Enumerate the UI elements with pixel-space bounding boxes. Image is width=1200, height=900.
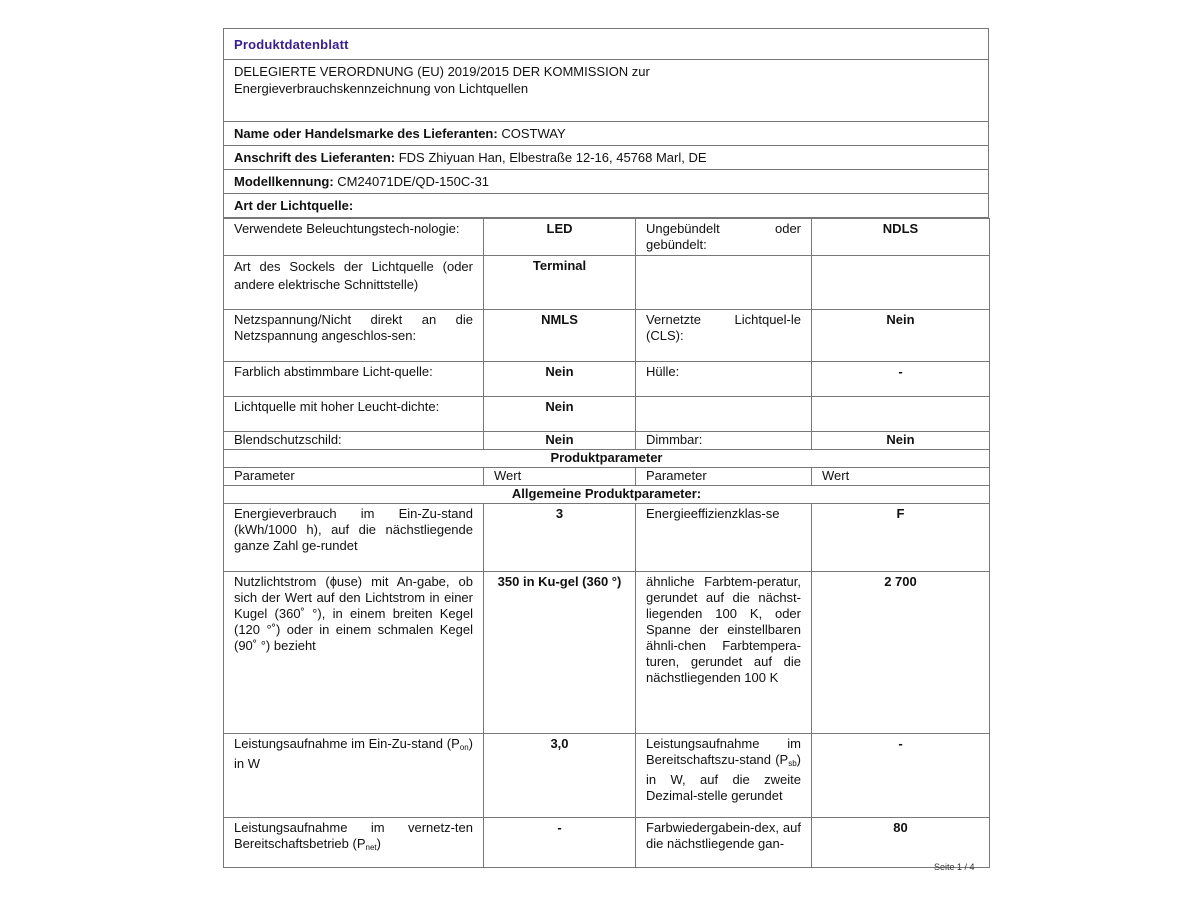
- table-row: [224, 256, 990, 310]
- param-value: NMLS: [484, 310, 636, 362]
- param-label: Verwendete Beleuchtungstech-nologie:: [224, 219, 484, 256]
- table-row: [224, 362, 990, 397]
- param-label: Farbwiedergabein-dex, auf die nächstliegende gan-: [636, 818, 812, 868]
- table-row: [224, 432, 990, 450]
- regulation-text: [223, 60, 989, 122]
- column-header-row: [224, 468, 990, 486]
- param-value: Nein: [484, 432, 636, 450]
- param-label: [636, 256, 812, 310]
- param-label-text: ) in W, auf die zweite Dezimal-stelle gerundet: [646, 752, 801, 803]
- table-row: [224, 572, 990, 734]
- param-label: Ungebündelt oder gebündelt:: [636, 219, 812, 256]
- param-label-text: ): [376, 836, 381, 851]
- param-value: Nein: [812, 310, 990, 362]
- param-label: Lichtquelle mit hoher Leucht-dichte:: [224, 397, 484, 432]
- regulation-line-1: DELEGIERTE VERORDNUNG (EU) 2019/2015 DER KOMMISSION zur: [234, 64, 650, 79]
- supplier-value: COSTWAY: [501, 126, 566, 141]
- param-value: 3,0: [484, 734, 636, 818]
- column-header: Wert: [484, 468, 636, 486]
- light-source-table: [223, 218, 990, 868]
- param-value: -: [812, 734, 990, 818]
- table-row: [224, 219, 990, 256]
- param-value: -: [484, 818, 636, 868]
- param-label: [636, 734, 812, 818]
- product-data-sheet: [223, 28, 989, 868]
- section-heading-row: [224, 486, 990, 504]
- product-parameters-heading: Produktparameter: [224, 450, 990, 468]
- table-row: [224, 818, 990, 868]
- param-label: ähnliche Farbtem-peratur, gerundet auf die nächst-liegenden 100 K, oder Spanne der einstellbaren ähnli-chen Farbtempera-turen, gerundet auf die nächstliegenden 100 K: [636, 572, 812, 734]
- document-title: Produktdatenblatt: [223, 28, 989, 60]
- param-value: Nein: [484, 397, 636, 432]
- model-label: Modellkennung:: [234, 174, 334, 189]
- param-label-text: Leistungsaufnahme im Bereitschaftszu-stand (P: [646, 736, 801, 767]
- table-row: [224, 504, 990, 572]
- supplier-row: [223, 122, 989, 146]
- page-number: Seite 1 / 4: [934, 862, 975, 872]
- param-value: 2 700: [812, 572, 990, 734]
- table-row: [224, 397, 990, 432]
- param-value: 3: [484, 504, 636, 572]
- model-row: [223, 170, 989, 194]
- general-parameters-heading: Allgemeine Produktparameter:: [224, 486, 990, 504]
- param-value: 350 in Ku-gel (360 °): [484, 572, 636, 734]
- param-label: Hülle:: [636, 362, 812, 397]
- param-value: F: [812, 504, 990, 572]
- param-label-subscript: on: [459, 743, 469, 752]
- param-value: Terminal: [484, 256, 636, 310]
- param-label-text: Leistungsaufnahme im vernetz-ten Bereitschaftsbetrieb (P: [234, 820, 473, 851]
- column-header: Parameter: [636, 468, 812, 486]
- model-value: CM24071DE/QD-150C-31: [337, 174, 490, 189]
- section-heading-row: [224, 450, 990, 468]
- param-value: -: [812, 362, 990, 397]
- column-header: Parameter: [224, 468, 484, 486]
- param-label: [636, 397, 812, 432]
- param-label: Farblich abstimmbare Licht-quelle:: [224, 362, 484, 397]
- param-value: 80: [812, 818, 990, 868]
- param-label: Art des Sockels der Lichtquelle (oder andere elektrische Schnittstelle): [224, 256, 484, 310]
- supplier-label: Name oder Handelsmarke des Lieferanten:: [234, 126, 498, 141]
- param-value: Nein: [812, 432, 990, 450]
- param-label-subscript: sb: [788, 759, 797, 768]
- table-row: [224, 310, 990, 362]
- param-label-text: Leistungsaufnahme im Ein-Zu-stand (P: [234, 736, 460, 751]
- light-source-type-heading: Art der Lichtquelle:: [223, 194, 989, 218]
- param-value: LED: [484, 219, 636, 256]
- param-label: Dimmbar:: [636, 432, 812, 450]
- param-label: Nutzlichtstrom (ɸuse) mit An-gabe, ob sich der Wert auf den Lichtstrom in einer Kugel (360˚ °), in einem breiten Kegel (120 °˚) oder in einem schmalen Kegel (90˚ °) bezieht: [224, 572, 484, 734]
- param-label: Netzspannung/Nicht direkt an die Netzspannung angeschlos-sen:: [224, 310, 484, 362]
- address-value: FDS Zhiyuan Han, Elbestraße 12-16, 45768 Marl, DE: [398, 150, 707, 165]
- address-label: Anschrift des Lieferanten:: [234, 150, 396, 165]
- param-label: Vernetzte Lichtquel-le (CLS):: [636, 310, 812, 362]
- regulation-line-2: Energieverbrauchskennzeichnung von Lichtquellen: [234, 81, 529, 96]
- param-label-subscript: net: [365, 843, 377, 852]
- param-value: [812, 397, 990, 432]
- param-label: [224, 818, 484, 868]
- param-label: Energieverbrauch im Ein-Zu-stand (kWh/1000 h), auf die nächstliegende ganze Zahl ge-rundet: [224, 504, 484, 572]
- param-label: Energieeffizienzklas-se: [636, 504, 812, 572]
- param-label-text: ) in W: [234, 736, 473, 771]
- column-header: Wert: [812, 468, 990, 486]
- param-label: Blendschutzschild:: [224, 432, 484, 450]
- param-label: [224, 734, 484, 818]
- param-value: [812, 256, 990, 310]
- address-row: [223, 146, 989, 170]
- table-row: [224, 734, 990, 818]
- param-value: Nein: [484, 362, 636, 397]
- param-value: NDLS: [812, 219, 990, 256]
